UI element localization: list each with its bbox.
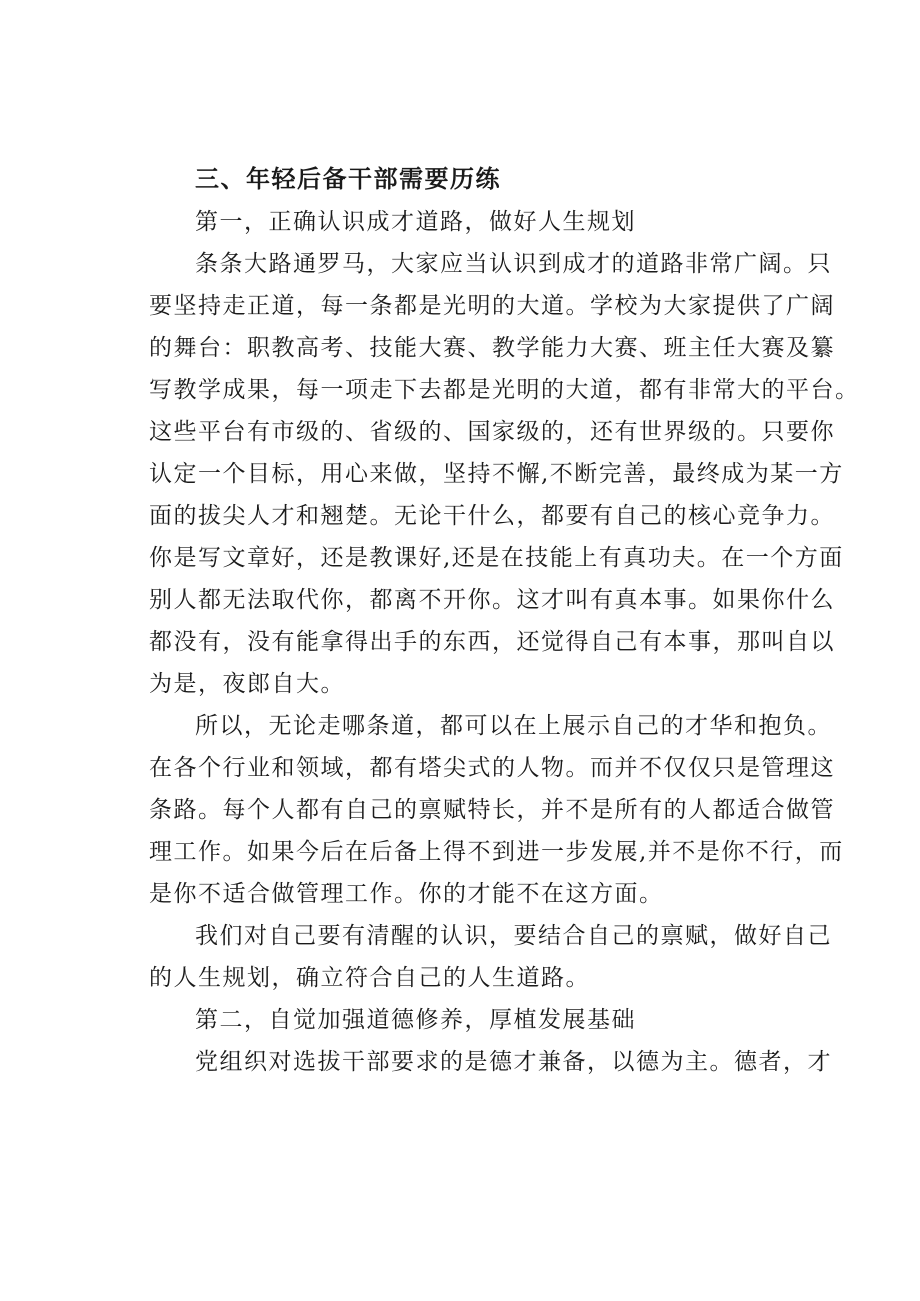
subheading-second: 第二，自觉加强道德修养，厚植发展基础 — [195, 1007, 636, 1033]
paragraph-self-awareness — [149, 915, 832, 999]
paragraph-line: 条条大路通罗马，大家应当认识到成才的道路非常广阔。只 — [195, 251, 832, 277]
paragraph-line: 要坚持走正道，每一条都是光明的大道。学校为大家提供了广阔 — [149, 293, 835, 319]
section-heading: 三、年轻后备干部需要历练 — [195, 165, 501, 193]
paragraph-talents — [149, 705, 844, 915]
paragraph-line: 党组织对选拔干部要求的是德才兼备，以德为主。德者，才 — [195, 1049, 832, 1075]
paragraph-line: 的人生规划，确立符合自己的人生道路。 — [149, 965, 590, 991]
paragraph-line: 我们对自己要有清醒的认识，要结合自己的禀赋，做好自己 — [195, 923, 832, 949]
paragraph-line: 在各个行业和领域，都有塔尖式的人物。而并不仅仅只是管理这 — [149, 755, 835, 781]
paragraph-career-paths — [149, 243, 860, 705]
paragraph-line: 理工作。如果今后在后备上得不到进一步发展,并不是你不行，而 — [149, 839, 844, 865]
document-body — [149, 157, 860, 1083]
paragraph-line: 都没有，没有能拿得出手的东西，还觉得自己有本事，那叫自以 — [149, 629, 835, 655]
paragraph-line: 你是写文章好，还是教课好,还是在技能上有真功夫。在一个方面 — [149, 545, 844, 571]
paragraph-virtue — [149, 1041, 832, 1083]
paragraph-line: 写教学成果，每一项走下去都是光明的大道，都有非常大的平台。 — [149, 377, 860, 403]
subheading-first: 第一，正确认识成才道路，做好人生规划 — [195, 209, 636, 235]
paragraph-line: 的舞台：职教高考、技能大赛、教学能力大赛、班主任大赛及纂 — [149, 335, 835, 361]
paragraph-line: 面的拔尖人才和翘楚。无论干什么，都要有自己的核心竞争力。 — [149, 503, 835, 529]
paragraph-line: 认定一个目标，用心来做，坚持不懈,不断完善，最终成为某一方 — [149, 461, 844, 487]
paragraph-line: 别人都无法取代你，都离不开你。这才叫有真本事。如果你什么 — [149, 587, 835, 613]
paragraph-line: 这些平台有市级的、省级的、国家级的，还有世界级的。只要你 — [149, 419, 835, 445]
paragraph-line: 为是，夜郎自大。 — [149, 671, 345, 697]
paragraph-line: 条路。每个人都有自己的禀赋特长，并不是所有的人都适合做管 — [149, 797, 835, 823]
paragraph-line: 是你不适合做管理工作。你的才能不在这方面。 — [149, 881, 664, 907]
paragraph-line: 所以，无论走哪条道，都可以在上展示自己的才华和抱负。 — [195, 713, 832, 739]
